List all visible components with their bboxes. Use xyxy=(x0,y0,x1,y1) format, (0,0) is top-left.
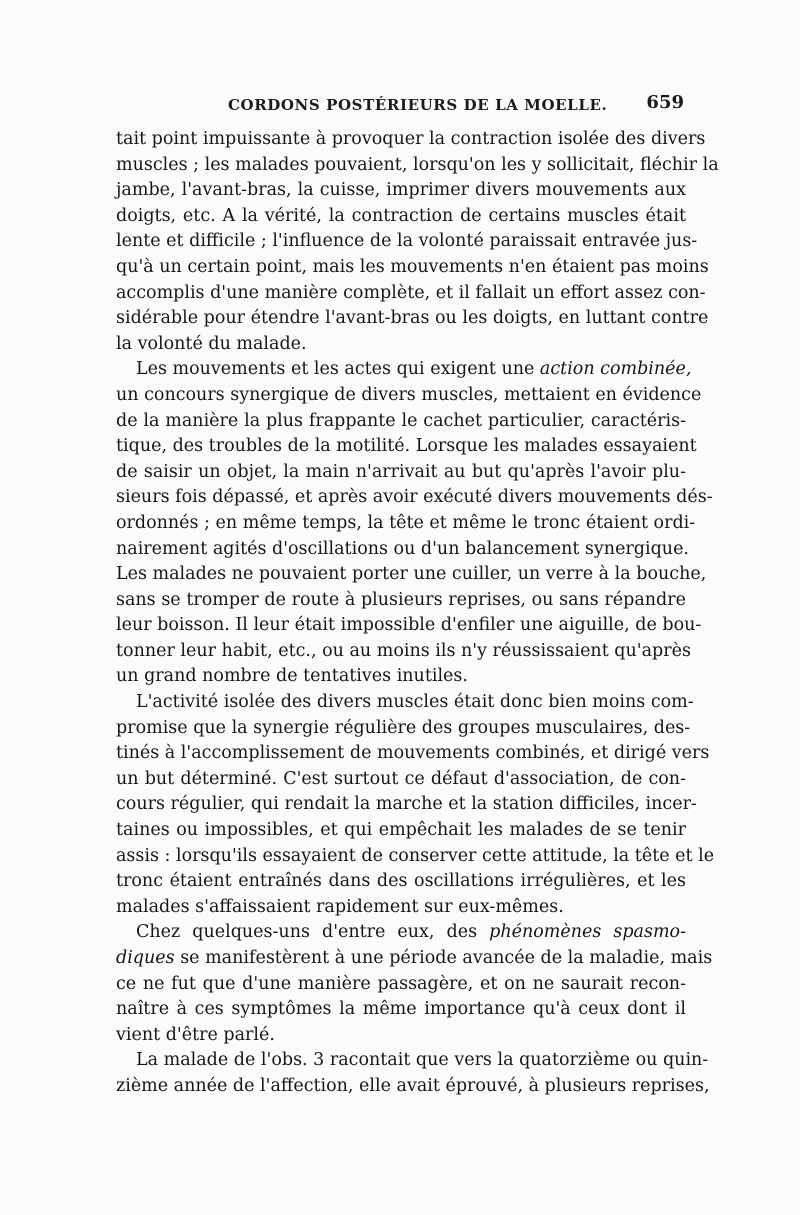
text-line: Les malades ne pouvaient porter une cuiller, un verre à la bouche, xyxy=(116,564,707,585)
text-line: tique, des troubles de la motilité. Lorsque les malades essayaient xyxy=(116,436,697,457)
text-line: la volonté du malade. xyxy=(116,333,307,354)
text-segment: se manifestèrent à une période avancée de la maladie, mais xyxy=(174,948,713,968)
text-line: assis : lorsqu'ils essayaient de conserver cette attitude, la tête et le xyxy=(116,845,715,866)
text-segment: Chez quelques-uns d'entre eux, des xyxy=(136,922,490,943)
italic-phrase: diques xyxy=(116,948,175,968)
italic-phrase: phénomènes spasmo- xyxy=(489,922,687,943)
text-line xyxy=(116,920,686,946)
text-line: un concours synergique de divers muscles, mettaient en évidence xyxy=(116,384,702,405)
text-segment: Les mouvements et les actes qui exigent une xyxy=(136,359,540,380)
text-line: muscles ; les malades pouvaient, lorsqu'on les y sollicitait, fléchir la xyxy=(116,154,719,175)
running-title: CORDONS POSTÉRIEURS DE LA MOELLE. xyxy=(228,96,608,114)
text-line: zième année de l'affection, elle avait éprouvé, à plusieurs reprises, xyxy=(116,1075,710,1096)
text-line: promise que la synergie régulière des groupes musculaires, des- xyxy=(116,717,691,738)
text-line: doigts, etc. A la vérité, la contraction de certains muscles était xyxy=(116,205,686,226)
text-line: un but déterminé. C'est surtout ce défaut d'association, de con- xyxy=(116,768,686,789)
text-line: tinés à l'accomplissement de mouvements combinés, et dirigé vers xyxy=(116,743,710,764)
text-line: tait point impuissante à provoquer la contraction isolée des divers xyxy=(116,129,706,149)
text-line: ordonnés ; en même temps, la tête et même le tronc étaient ordi- xyxy=(116,512,696,533)
text-line xyxy=(116,946,713,972)
text-line: vient d'être parlé. xyxy=(116,1024,275,1045)
text-line: sans se tromper de route à plusieurs reprises, ou sans répandre xyxy=(116,589,686,610)
text-line: ce ne fut que d'une manière passagère, et on ne saurait recon- xyxy=(116,973,686,994)
text-line: jambe, l'avant-bras, la cuisse, imprimer divers mouvements aux xyxy=(116,180,686,201)
text-line: tronc étaient entraînés dans des oscillations irrégulières, et les xyxy=(116,871,686,892)
text-line: nairement agités d'oscillations ou d'un balancement synergique. xyxy=(116,538,689,559)
text-line: malades s'affaissaient rapidement sur eux-mêmes. xyxy=(116,896,564,917)
text-line: lente et difficile ; l'influence de la volonté paraissait entravée jus- xyxy=(116,231,698,252)
page-header xyxy=(116,92,686,120)
text-line: de saisir un objet, la main n'arrivait au but qu'après l'avoir plu- xyxy=(116,461,686,482)
text-line: qu'à un certain point, mais les mouvements n'en étaient pas moins xyxy=(116,256,709,277)
text-line: un grand nombre de tentatives inutiles. xyxy=(116,666,468,687)
text-line xyxy=(116,357,692,383)
text-line: sidérable pour étendre l'avant-bras ou les doigts, en luttant contre xyxy=(116,308,709,329)
italic-phrase: action combinée, xyxy=(539,359,692,380)
text-line: naître à ces symptômes la même importance qu'à ceux dont il xyxy=(116,999,686,1020)
text-line: La malade de l'obs. 3 racontait que vers la quatorzième ou quin- xyxy=(136,1050,709,1071)
text-line: accomplis d'une manière complète, et il fallait un effort assez con- xyxy=(116,282,706,303)
body-text xyxy=(116,127,719,1100)
text-line: de la manière la plus frappante le cachet particulier, caractéris- xyxy=(116,410,686,431)
page-number: 659 xyxy=(646,92,684,113)
text-line: tonner leur habit, etc., ou au moins ils n'y réussissaient qu'après xyxy=(116,640,691,661)
text-line: leur boisson. Il leur était impossible d'enfiler une aiguille, de bou- xyxy=(116,615,702,636)
text-line: L'activité isolée des divers muscles était donc bien moins com- xyxy=(136,692,694,713)
text-line: taines ou impossibles, et qui empêchait les malades de se tenir xyxy=(116,820,686,841)
text-line: cours régulier, qui rendait la marche et la station difficiles, incer- xyxy=(116,794,697,815)
text-line: sieurs fois dépassé, et après avoir exécuté divers mouvements dés- xyxy=(116,487,713,508)
